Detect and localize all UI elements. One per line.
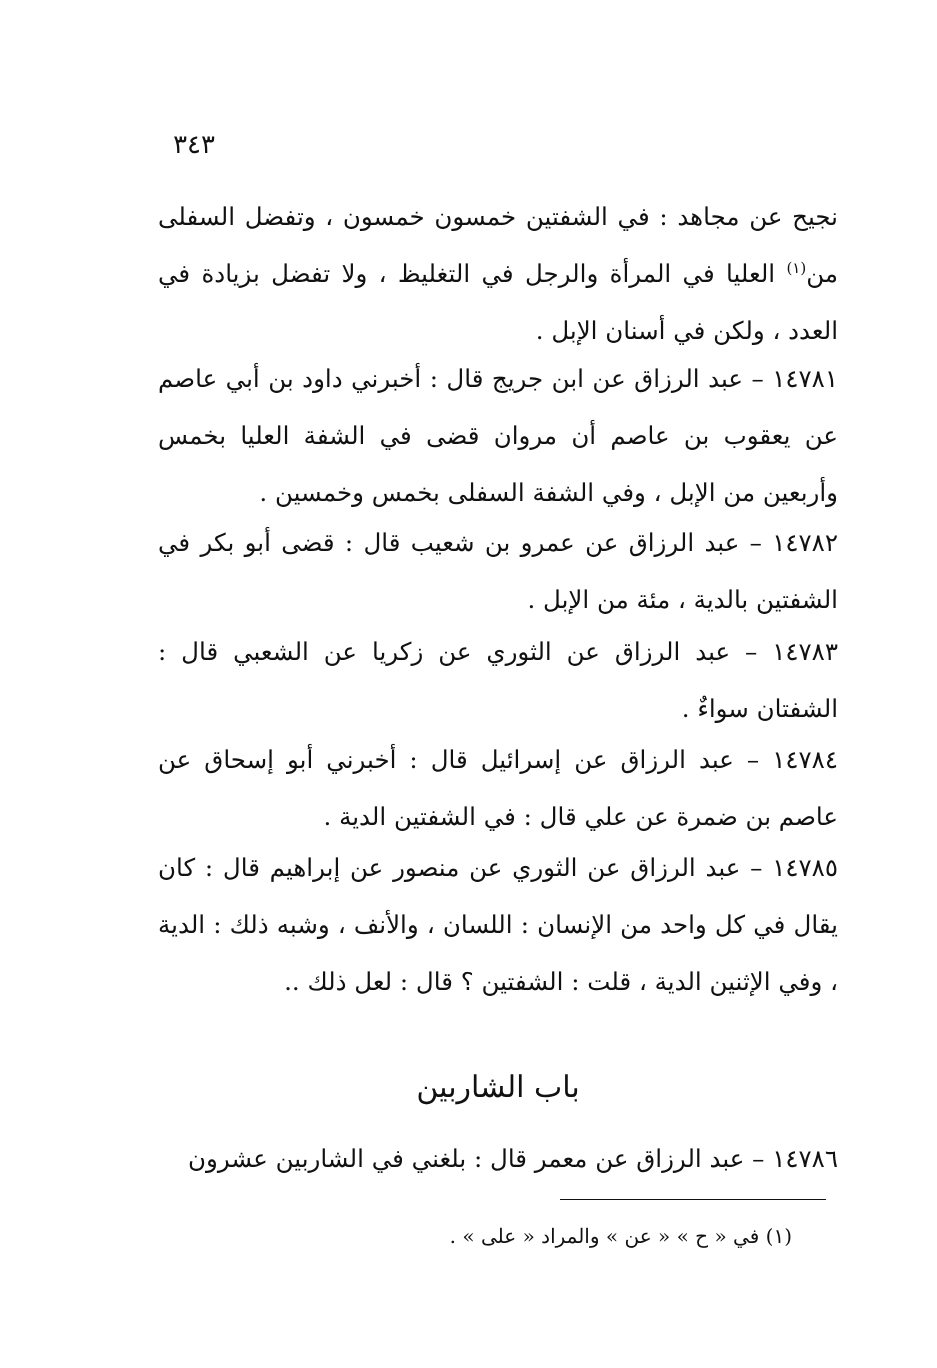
page-number: ٣٤٣ — [173, 130, 215, 160]
hadith-14782: ١٤٧٨٢ – عبد الرزاق عن عمرو بن شعيب قال : قضى أبو بكر في الشفتين بالدية ، مئة من الإبل . — [158, 528, 838, 614]
paragraph-text: نجيح عن مجاهد : في الشفتين خمسون خمسون ، وتفضل السفلى من — [158, 202, 838, 288]
hadith-14783: ١٤٧٨٣ – عبد الرزاق عن الثوري عن زكريا عن الشعبي قال : الشفتان سواءٌ . — [158, 637, 838, 723]
section-title: باب الشاربين — [416, 1070, 580, 1105]
hadith-14785: ١٤٧٨٥ – عبد الرزاق عن الثوري عن منصور عن إبراهيم قال : كان يقال في كل واحد من الإنسان : اللسان ، والأنف ، وشبه ذلك : الدية ، وفي الإثنين الدية ، قلت : الشفتين ؟ قال : لعل ذلك .. — [158, 853, 838, 996]
paragraph-continuation — [158, 188, 838, 359]
footnote: (١) في « ح » « عن » والمراد « على » . — [449, 1224, 792, 1248]
hadith-14786: ١٤٧٨٦ – عبد الرزاق عن معمر قال : بلغني في الشاربين عشرون — [188, 1144, 838, 1173]
hadith-14784: ١٤٧٨٤ – عبد الرزاق عن إسرائيل قال : أخبرني أبو إسحاق عن عاصم بن ضمرة عن علي قال : في الشفتين الدية . — [158, 745, 838, 831]
footnote-reference: (١) — [786, 258, 807, 277]
footnote-divider — [560, 1199, 826, 1200]
hadith-14781: ١٤٧٨١ – عبد الرزاق عن ابن جريج قال : أخبرني داود بن أبي عاصم عن يعقوب بن عاصم أن مروان قضى في الشفة العليا بخمس وأربعين من الإبل ، وفي الشفة السفلى بخمس وخمسين . — [158, 364, 838, 507]
paragraph-text-continued: العليا في المرأة والرجل في التغليظ ، ولا تفضل بزيادة في العدد ، ولكن في أسنان الإبل . — [158, 259, 838, 345]
